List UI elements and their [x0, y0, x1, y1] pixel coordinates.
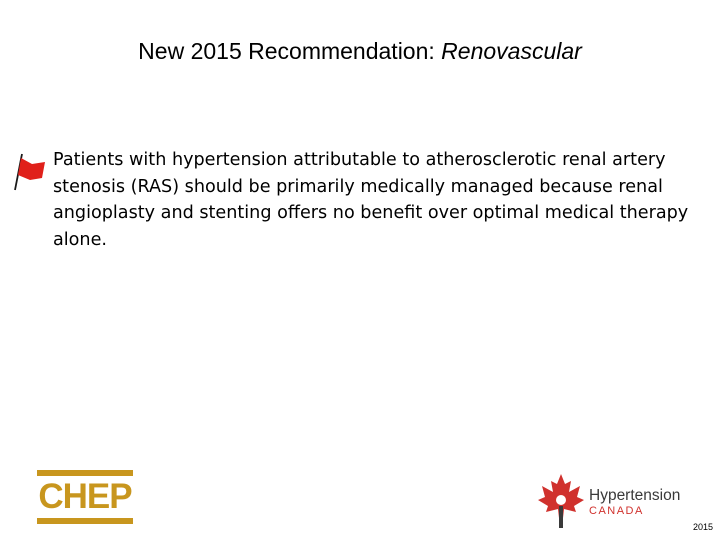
slide-title [0, 36, 720, 66]
hypertension-canada-name: Hypertension [589, 487, 681, 504]
chep-logo [37, 470, 135, 526]
footer-year: 2015 [692, 522, 713, 532]
chep-logo-top-bar [37, 470, 133, 476]
title-main: New 2015 Recommendation: [138, 38, 442, 64]
title-italic: Renovascular [441, 38, 582, 64]
hypertension-canada-country: CANADA [589, 505, 644, 517]
hypertension-canada-logo [536, 472, 696, 532]
maple-leaf-icon [536, 472, 586, 530]
chep-logo-bottom-bar [37, 518, 133, 524]
recommendation-text: Patients with hypertension attributable to atherosclerotic renal artery stenosis (RAS) should be primarily medically managed because renal angioplasty and stenting offers no benefit over optimal medical therapy alone. [53, 150, 689, 250]
chep-logo-text: CHEP [38, 477, 132, 516]
red-flag-icon [12, 148, 48, 192]
